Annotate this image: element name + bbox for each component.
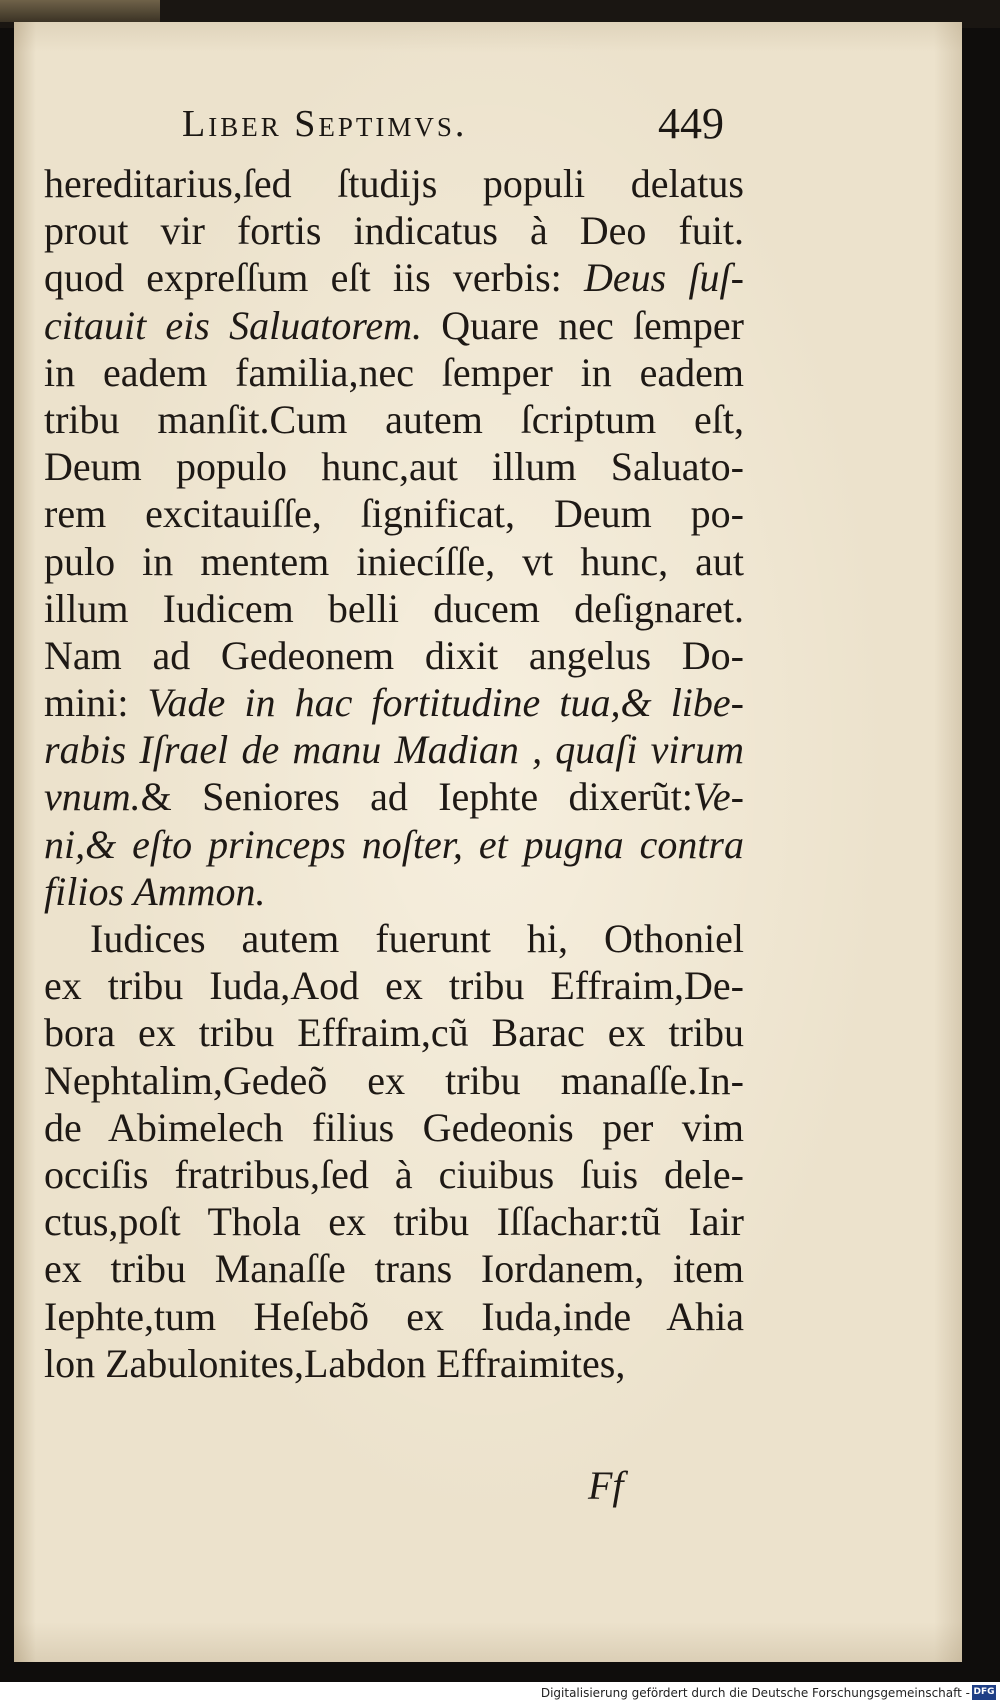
text-line [44,302,744,349]
text-segment: Deum populo hunc,aut illum Saluato- [44,444,744,490]
text-line [44,821,744,868]
text-line [44,207,744,254]
italic-segment: filios Ammon. [44,868,266,914]
text-segment: pulo in mentem iniecíſſe, vt hunc, aut [44,538,744,584]
text-segment: occiſis fratribus,ſed à ciuibus ſuis dele- [44,1151,744,1197]
page-number: 449 [658,99,724,148]
text-segment: hereditarius,ſed ſtudijs populi delatus [44,161,744,206]
running-head: Liber Septimvs. [182,103,468,145]
text-segment: lon Zabulonites,Labdon Effraimites, [44,1340,626,1386]
dfg-logo: DFG [972,1685,996,1700]
text-segment: rem excitauiſſe, ſignificat, Deum po- [44,491,744,537]
text-line [44,443,744,490]
text-line [44,538,744,585]
text-line [44,1009,744,1056]
text-line [44,585,744,632]
text-segment: illum Iudicem belli ducem deſignaret. [44,585,744,631]
italic-segment: Vade in hac fortitudine tua,& libe- [147,680,744,726]
text-line [44,962,744,1009]
text-line [44,632,744,679]
text-line [44,773,744,820]
text-line [44,349,744,396]
text-segment: bora ex tribu Effraim,cũ Barac ex tribu [44,1010,744,1056]
text-line [44,868,744,915]
catchword: Ff [588,1463,624,1508]
text-line [44,1293,744,1340]
italic-segment: citauit eis Saluatorem. [44,302,423,348]
text-segment: ctus,poſt Thola ex tribu Iſſachar:tũ Iair [44,1199,744,1245]
text-line [44,915,744,962]
italic-segment: Ve- [692,774,744,820]
text-segment: ex tribu Manaſſe trans Iordanem, item [44,1246,744,1292]
text-line [44,254,744,301]
text-line [44,160,744,207]
book-page [14,22,962,1662]
text-segment: ex tribu Iuda,Aod ex tribu Effraim,De- [44,963,744,1009]
text-line [44,726,744,773]
text-segment: de Abimelech filius Gedeonis per vim [44,1104,744,1150]
italic-segment: vnum. [44,774,141,820]
body-text [44,160,744,1387]
italic-segment: ni,& eſto princeps noſter, et pugna contra [44,821,744,867]
text-line [44,679,744,726]
footer-bar [0,1682,1000,1704]
text-line [44,1151,744,1198]
text-line [44,1104,744,1151]
text-line [44,1057,744,1104]
text-segment: Nam ad Gedeonem dixit angelus Do- [44,632,744,678]
text-segment: prout vir fortis indicatus à Deo fuit. [44,208,744,254]
text-line [44,1340,744,1387]
italic-segment: Deus ſuſ- [584,255,744,301]
text-segment: Iudices autem fuerunt hi, Othoniel [90,916,744,961]
text-segment: in eadem familia,nec ſemper in eadem [44,349,744,395]
text-segment: Nephtalim,Gedeõ ex tribu manaſſe.In- [44,1057,744,1103]
text-segment: mini: [44,680,148,726]
text-segment: Quare nec ſemper [422,302,744,348]
text-line [44,490,744,537]
text-line [44,396,744,443]
book-edge [0,0,160,22]
text-line [44,1198,744,1245]
text-line [44,1245,744,1292]
footer-credit: Digitalisierung gefördert durch die Deutsche Forschungsgemeinschaft - [540,1686,970,1700]
text-segment: Iephte,tum Heſebõ ex Iuda,inde Ahia [44,1293,744,1339]
text-segment: quod expreſſum eſt iis verbis: [44,255,584,301]
text-segment: tribu manſit.Cum autem ſcriptum eſt, [44,396,744,442]
text-segment: & Seniores ad Iephte dixerũt: [140,774,693,820]
italic-segment: rabis Iſrael de manu Madian , quaſi virum [44,727,744,773]
